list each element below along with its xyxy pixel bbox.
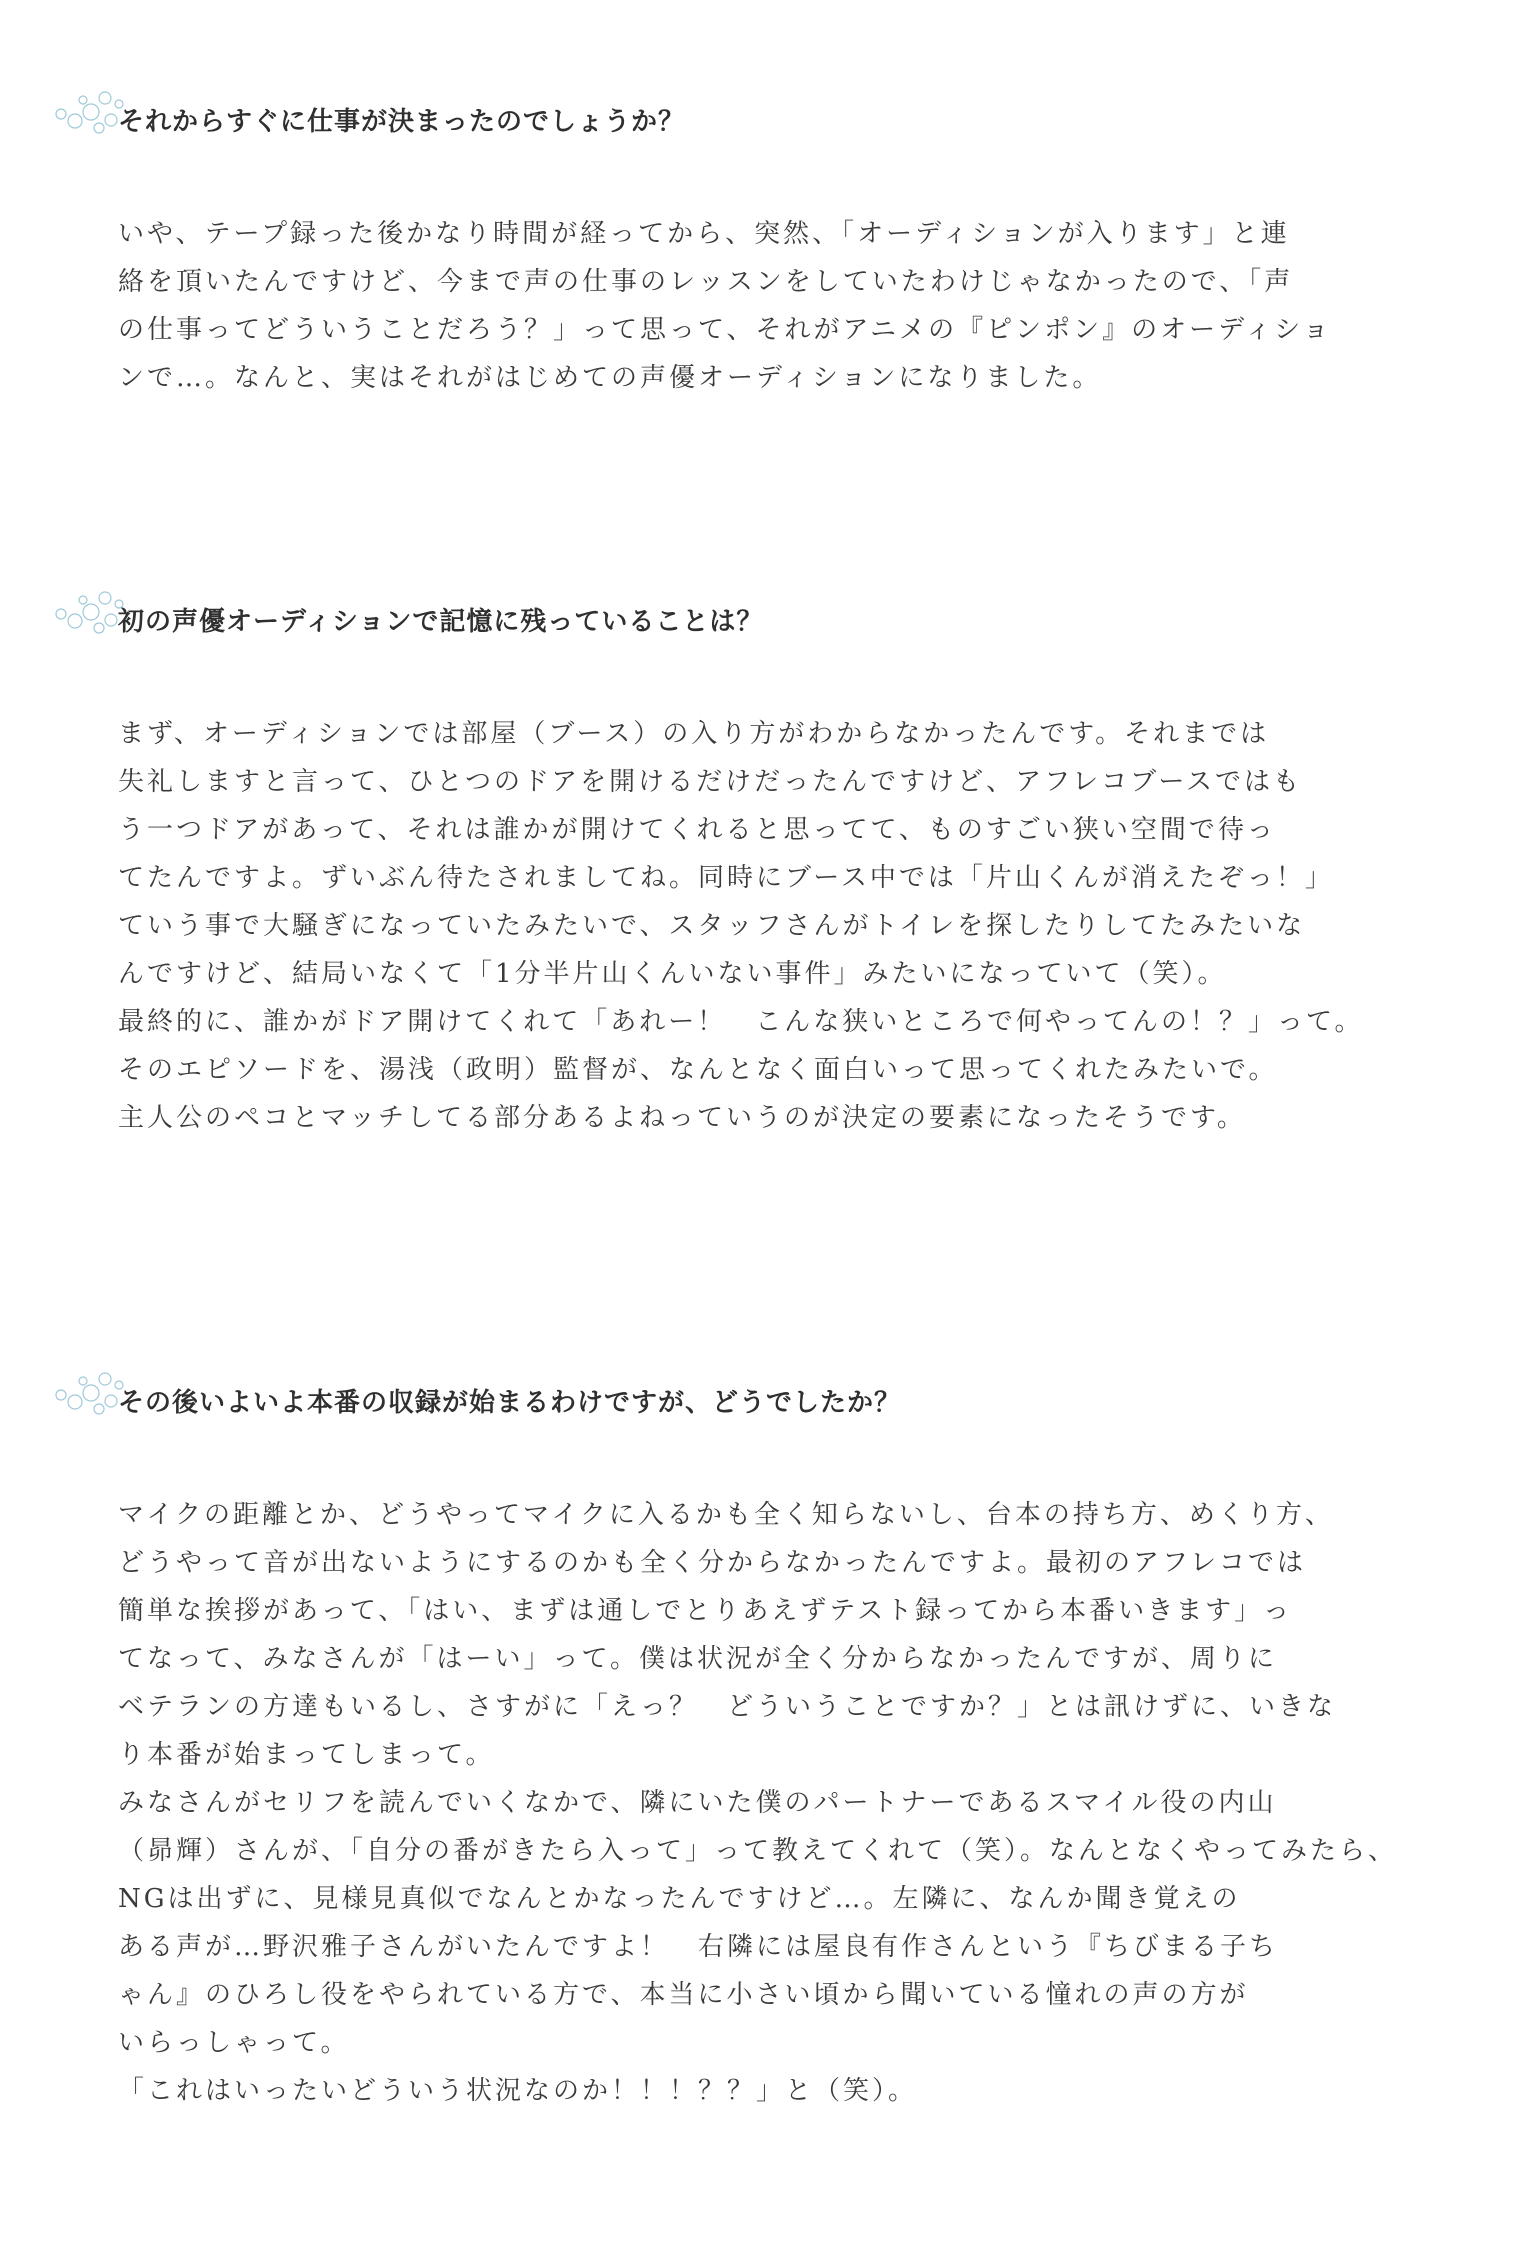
answer-paragraph: 最終的に、誰かがドア開けてくれて「あれー！ こんな狭いところで何やってんの！？」って。 そのエピソードを、湯浅（政明）監督が、なんとなく面白いって思ってくれたみたいで。 主人公のペコとマッチしてる部分あるよねっていうのが決定の要素になったそうです。 <box>118 1007 1364 1133</box>
question-text: 初の声優オーディションで記憶に残っていることは？ <box>118 607 764 637</box>
question-heading <box>118 104 1418 140</box>
answer-body <box>118 210 1418 402</box>
question-heading <box>118 604 1418 640</box>
answer-body <box>118 710 1418 1142</box>
answer-paragraph: マイクの距離とか、どうやってマイクに入るかも全く知らないし、台本の持ち方、めくり方、 どうやって音が出ないようにするのかも全く分からなかったんですよ。最初のアフレコでは 簡単な挨拶があって、「はい、まずは通しでとりあえずテスト録ってから本番いきます」っ てなって、みなさんが「はーい」って。僕は状況が全く分からなかったんですが、周りに ベテランの方達もいるし、さすがに「えっ？ どういうことですか？」とは訊けずに、いきな り本番が始まってしまって。 <box>118 1500 1337 1770</box>
answer-paragraph: いや、テープ録った後かなり時間が経ってから、突然、「オーディションが入ります」と連 絡を頂いたんですけど、今まで声の仕事のレッスンをしていたわけじゃなかったので、「声 の仕事ってどういうことだろう？」って思って、それがアニメの『ピンポン』のオーディショ ンで…。なんと、実はそれがはじめての声優オーディションになりました。 <box>118 219 1332 393</box>
qa-section-3 <box>118 1385 1418 2115</box>
question-text: それからすぐに仕事が決まったのでしょうか？ <box>118 107 686 137</box>
answer-paragraph: みなさんがセリフを読んでいくなかで、隣にいた僕のパートナーであるスマイル役の内山 （昴輝）さんが、「自分の番がきたら入って」って教えてくれて（笑）。なんとなくやってみたら、 NGは出ずに、見様見真似でなんとかなったんですけど…。左隣に、なんか聞き覚えの ある声が…野沢雅子さんがいたんですよ！ 右隣には屋良有作さんという『ちびまる子ち ゃん』のひろし役をやられている方で、本当に小さい頃から聞いている憧れの声の方が いらっしゃって。 <box>118 1788 1398 2058</box>
bubbles-icon <box>53 1367 143 1437</box>
answer-paragraph: まず、オーディションでは部屋（ブース）の入り方がわからなかったんです。それまでは 失礼しますと言って、ひとつのドアを開けるだけだったんですけど、アフレコブースではも う一つドアがあって、それは誰かが開けてくれると思ってて、ものすごい狭い空間で待っ てたんですよ。ずいぶん待たされましてね。同時にブース中では「片山くんが消えたぞっ！」 ていう事で大騒ぎになっていたみたいで、スタッフさんがトイレを探したりしてたみたいな んですけど、結局いなくて「1分半片山くんいない事件」みたいになっていて（笑）。 <box>118 719 1334 989</box>
question-heading <box>118 1385 1418 1421</box>
question-text: その後いよいよ本番の収録が始まるわけですが、どうでしたか？ <box>118 1388 902 1418</box>
answer-body <box>118 1491 1418 2115</box>
qa-section-2 <box>118 604 1418 1142</box>
answer-paragraph: 「これはいったいどういう状況なのか！！！？？」と（笑）。 <box>118 2076 918 2106</box>
bubbles-icon <box>53 86 143 156</box>
bubbles-icon <box>53 586 143 656</box>
qa-section-1 <box>118 104 1418 402</box>
